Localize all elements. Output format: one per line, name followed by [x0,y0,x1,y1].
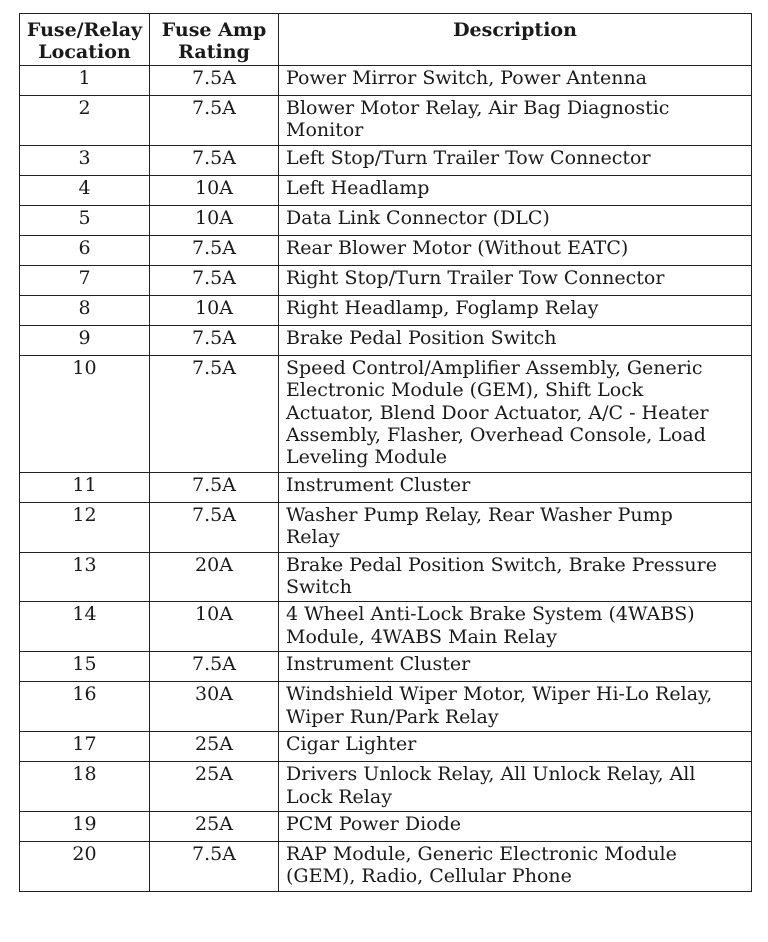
header-location-line: Location [38,41,131,63]
fuse-location-cell: 20 [20,841,150,891]
header-amp-line: Rating [178,41,250,63]
fuse-amp-rating-cell: 7.5A [150,265,279,295]
fuse-amp-rating-cell: 7.5A [150,502,279,552]
header-amp-line: Fuse Amp [161,19,267,41]
description-line: Left Headlamp [286,176,430,199]
table-row [20,841,752,891]
table-row [20,472,752,502]
description-line: Drivers Unlock Relay, All Unlock Relay, All [286,763,696,786]
fuse-amp-rating-cell: 10A [150,602,279,652]
fuse-description-cell [279,552,752,602]
description-line: Right Headlamp, Foglamp Relay [286,296,599,319]
description-line: Data Link Connector (DLC) [286,206,550,229]
table-row [20,265,752,295]
fuse-location-cell: 13 [20,552,150,602]
fuse-location-cell: 5 [20,205,150,235]
fuse-location-cell: 15 [20,652,150,682]
fuse-amp-rating-cell: 25A [150,762,279,812]
description-line: Instrument Cluster [286,473,471,496]
description-line: Speed Control/Amplifier Assembly, Generic [286,356,703,379]
fuse-description-cell [279,841,752,891]
fuse-description-cell [279,325,752,355]
description-line: RAP Module, Generic Electronic Module [286,842,677,865]
fuse-location-cell: 11 [20,472,150,502]
fuse-location-cell: 17 [20,732,150,762]
fuse-description-cell [279,602,752,652]
fuse-amp-rating-cell: 10A [150,295,279,325]
table-row [20,355,752,472]
fuse-amp-rating-cell: 7.5A [150,96,279,146]
fuse-location-cell: 18 [20,762,150,812]
fuse-amp-rating-cell: 20A [150,552,279,602]
fuse-description-cell [279,652,752,682]
fuse-amp-rating-cell: 7.5A [150,652,279,682]
fuse-description-cell [279,732,752,762]
fuse-location-cell: 6 [20,235,150,265]
description-line: Actuator, Blend Door Actuator, A/C - Heater [286,401,709,424]
fuse-relay-table [19,13,752,892]
table-row [20,205,752,235]
fuse-description-cell [279,295,752,325]
fuse-description-cell [279,66,752,96]
fuse-amp-rating-cell: 7.5A [150,325,279,355]
fuse-amp-rating-cell: 7.5A [150,355,279,472]
description-line: Brake Pedal Position Switch, Brake Pressure [286,553,717,576]
description-line: Cigar Lighter [286,733,417,756]
description-line: Relay [286,526,340,549]
table-row [20,325,752,355]
fuse-amp-rating-cell: 30A [150,682,279,732]
description-line: Leveling Module [286,446,448,469]
header-description: Description [279,14,752,66]
table-header [20,14,752,66]
table-row [20,295,752,325]
description-line: Power Mirror Switch, Power Antenna [286,67,648,89]
description-line: Assembly, Flasher, Overhead Console, Load [286,424,706,447]
description-line: PCM Power Diode [286,812,462,835]
fuse-amp-rating-cell: 7.5A [150,235,279,265]
description-line: Rear Blower Motor (Without EATC) [286,236,629,259]
table-row [20,732,752,762]
header-amp-rating [150,14,279,66]
fuse-description-cell [279,762,752,812]
description-line: Wiper Run/Park Relay [286,705,499,728]
fuse-location-cell: 1 [20,66,150,96]
fuse-amp-rating-cell: 25A [150,811,279,841]
table-row [20,652,752,682]
description-line: Instrument Cluster [286,653,471,676]
fuse-description-cell [279,145,752,175]
fuse-description-cell [279,265,752,295]
fuse-location-cell: 10 [20,355,150,472]
description-line: Washer Pump Relay, Rear Washer Pump [286,503,673,526]
description-line: Lock Relay [286,785,392,808]
fuse-description-cell [279,472,752,502]
description-line: Switch [286,576,352,599]
header-location [20,14,150,66]
fuse-amp-rating-cell: 7.5A [150,145,279,175]
fuse-amp-rating-cell: 7.5A [150,472,279,502]
table-row [20,552,752,602]
fuse-description-cell [279,175,752,205]
fuse-location-cell: 4 [20,175,150,205]
fuse-location-cell: 2 [20,96,150,146]
table-body [20,66,752,892]
fuse-description-cell [279,811,752,841]
table-row [20,811,752,841]
header-row [20,14,752,66]
description-line: Right Stop/Turn Trailer Tow Connector [286,266,665,289]
table-row [20,96,752,146]
fuse-amp-rating-cell: 10A [150,175,279,205]
description-line: Electronic Module (GEM), Shift Lock [286,379,644,402]
description-line: Left Stop/Turn Trailer Tow Connector [286,146,651,169]
fuse-description-cell [279,355,752,472]
fuse-description-cell [279,96,752,146]
table-row [20,762,752,812]
fuse-location-cell: 7 [20,265,150,295]
fuse-description-cell [279,205,752,235]
description-line: (GEM), Radio, Cellular Phone [286,865,572,888]
fuse-amp-rating-cell: 7.5A [150,66,279,96]
description-line: Brake Pedal Position Switch [286,326,557,349]
description-line: Windshield Wiper Motor, Wiper Hi-Lo Relay, [286,683,713,706]
fuse-location-cell: 19 [20,811,150,841]
table-row [20,602,752,652]
description-line: 4 Wheel Anti-Lock Brake System (4WABS) [286,603,695,626]
fuse-description-cell [279,235,752,265]
fuse-location-cell: 9 [20,325,150,355]
fuse-amp-rating-cell: 7.5A [150,841,279,891]
header-location-line: Fuse/Relay [26,19,143,41]
fuse-location-cell: 3 [20,145,150,175]
description-line: Blower Motor Relay, Air Bag Diagnostic [286,97,670,119]
fuse-location-cell: 14 [20,602,150,652]
table-row [20,502,752,552]
fuse-location-cell: 16 [20,682,150,732]
description-line: Module, 4WABS Main Relay [286,625,557,648]
fuse-description-cell [279,682,752,732]
description-line: Monitor [286,119,364,142]
fuse-description-cell [279,502,752,552]
table-row [20,235,752,265]
fuse-amp-rating-cell: 10A [150,205,279,235]
table-row [20,682,752,732]
table-row [20,175,752,205]
fuse-location-cell: 12 [20,502,150,552]
fuse-amp-rating-cell: 25A [150,732,279,762]
table-row [20,145,752,175]
fuse-location-cell: 8 [20,295,150,325]
table-row [20,66,752,96]
